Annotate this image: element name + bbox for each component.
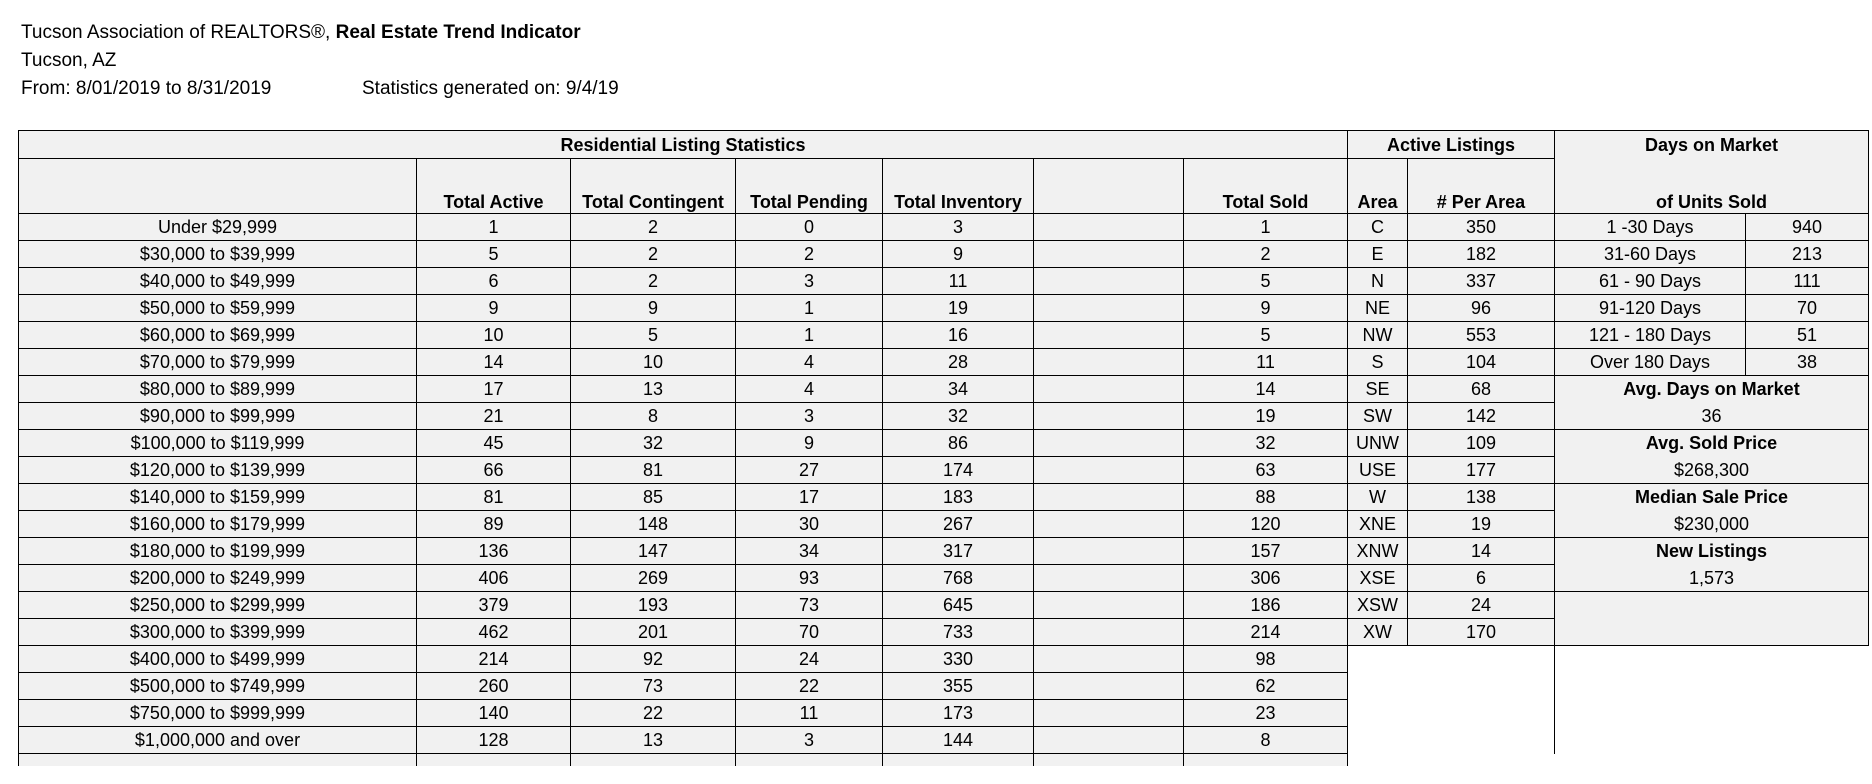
total-contingent-cell: 201 <box>571 619 736 646</box>
range-column-header <box>19 159 417 214</box>
per-area-count-cell: 96 <box>1408 295 1555 322</box>
section-title-row <box>19 131 1869 159</box>
avg-sold-price-label: Avg. Sold Price <box>1555 430 1869 457</box>
price-range-cell: $300,000 to $399,999 <box>19 619 417 646</box>
empty-cell <box>1746 646 1869 673</box>
total-contingent-header: Total Contingent <box>571 159 736 214</box>
residential-listing-title: Residential Listing Statistics <box>19 131 1348 159</box>
total-inventory-cell: 768 <box>883 565 1034 592</box>
new-listings-label: New Listings <box>1555 538 1869 565</box>
total-sold-cell: 8 <box>1184 727 1348 754</box>
area-code-cell: E <box>1348 241 1408 268</box>
days-range-count-cell: 51 <box>1746 322 1869 349</box>
total-active-cell: 462 <box>417 619 571 646</box>
area-code-cell: SW <box>1348 403 1408 430</box>
table-row <box>19 484 1869 511</box>
empty-cell <box>1348 673 1408 700</box>
active-listings-title: Active Listings <box>1348 131 1555 159</box>
price-range-cell: Under $29,999 <box>19 214 417 241</box>
days-range-count-cell: 70 <box>1746 295 1869 322</box>
table-row <box>19 241 1869 268</box>
total-pending-cell: 27 <box>736 457 883 484</box>
total-sold-cell: 2 <box>1184 241 1348 268</box>
total-active-cell: 1 <box>417 214 571 241</box>
table-row <box>19 214 1869 241</box>
total-inventory-cell: 19 <box>883 295 1034 322</box>
total-sold-cell: 306 <box>1184 565 1348 592</box>
total-pending-cell: 73 <box>736 592 883 619</box>
truncated-cell <box>1184 754 1348 767</box>
total-inventory-cell: 34 <box>883 376 1034 403</box>
price-range-cell: $200,000 to $249,999 <box>19 565 417 592</box>
table-row <box>19 430 1869 457</box>
total-sold-cell: 63 <box>1184 457 1348 484</box>
price-range-cell: $140,000 to $159,999 <box>19 484 417 511</box>
total-inventory-cell: 267 <box>883 511 1034 538</box>
blank-cell <box>1034 700 1184 727</box>
total-contingent-cell: 8 <box>571 403 736 430</box>
table-row <box>19 376 1869 403</box>
total-pending-cell: 3 <box>736 268 883 295</box>
area-code-cell: W <box>1348 484 1408 511</box>
empty-cell <box>1555 727 1746 754</box>
table-row <box>19 295 1869 322</box>
total-active-cell: 9 <box>417 295 571 322</box>
per-area-count-cell: 109 <box>1408 430 1555 457</box>
price-range-cell: $50,000 to $59,999 <box>19 295 417 322</box>
per-area-count-cell: 337 <box>1408 268 1555 295</box>
total-active-cell: 66 <box>417 457 571 484</box>
new-listings-value: 1,573 <box>1555 565 1869 592</box>
price-range-cell: $40,000 to $49,999 <box>19 268 417 295</box>
area-code-cell: NW <box>1348 322 1408 349</box>
price-range-cell: $100,000 to $119,999 <box>19 430 417 457</box>
empty-cell <box>1746 700 1869 727</box>
median-sale-price-value: $230,000 <box>1555 511 1869 538</box>
median-sale-price-label: Median Sale Price <box>1555 484 1869 511</box>
price-range-cell: $60,000 to $69,999 <box>19 322 417 349</box>
total-contingent-cell: 2 <box>571 214 736 241</box>
empty-cell <box>1746 727 1869 754</box>
report-title: Real Estate Trend Indicator <box>335 22 581 43</box>
total-active-cell: 406 <box>417 565 571 592</box>
truncated-cell <box>571 754 736 767</box>
total-contingent-cell: 2 <box>571 268 736 295</box>
blank-cell <box>1034 565 1184 592</box>
days-range-label-cell: 61 - 90 Days <box>1555 268 1746 295</box>
total-sold-cell: 14 <box>1184 376 1348 403</box>
blank-cell <box>1034 376 1184 403</box>
days-on-market-title: Days on Market <box>1555 131 1869 159</box>
total-contingent-cell: 147 <box>571 538 736 565</box>
table-row <box>19 457 1869 484</box>
per-area-count-cell: 68 <box>1408 376 1555 403</box>
total-sold-cell: 9 <box>1184 295 1348 322</box>
total-inventory-cell: 733 <box>883 619 1034 646</box>
total-contingent-cell: 5 <box>571 322 736 349</box>
total-contingent-cell: 9 <box>571 295 736 322</box>
total-inventory-cell: 32 <box>883 403 1034 430</box>
total-pending-cell: 70 <box>736 619 883 646</box>
total-active-cell: 214 <box>417 646 571 673</box>
total-pending-cell: 17 <box>736 484 883 511</box>
price-range-cell: $750,000 to $999,999 <box>19 700 417 727</box>
table-row <box>19 673 1869 700</box>
avg-days-on-market-label: Avg. Days on Market <box>1555 376 1869 403</box>
report-date-range: From: 8/01/2019 to 8/31/2019 <box>21 78 272 99</box>
total-sold-cell: 214 <box>1184 619 1348 646</box>
per-area-count-cell: 138 <box>1408 484 1555 511</box>
blank-cell <box>1034 268 1184 295</box>
blank-cell <box>1034 322 1184 349</box>
table-row <box>19 349 1869 376</box>
truncated-cell <box>19 754 417 767</box>
per-area-count-cell: 177 <box>1408 457 1555 484</box>
report-header-line <box>21 22 581 44</box>
blank-cell <box>1034 592 1184 619</box>
total-sold-cell: 186 <box>1184 592 1348 619</box>
total-inventory-cell: 173 <box>883 700 1034 727</box>
table-row <box>19 538 1869 565</box>
total-active-cell: 81 <box>417 484 571 511</box>
per-area-count-cell: 553 <box>1408 322 1555 349</box>
area-code-cell: NE <box>1348 295 1408 322</box>
per-area-count-cell: 24 <box>1408 592 1555 619</box>
total-active-cell: 128 <box>417 727 571 754</box>
table-row <box>19 592 1869 619</box>
per-area-count-cell: 6 <box>1408 565 1555 592</box>
total-sold-header: Total Sold <box>1184 159 1348 214</box>
total-sold-cell: 32 <box>1184 430 1348 457</box>
total-active-cell: 45 <box>417 430 571 457</box>
total-active-cell: 136 <box>417 538 571 565</box>
truncated-row <box>19 754 1869 767</box>
avg-days-on-market-value: 36 <box>1555 403 1869 430</box>
total-contingent-cell: 81 <box>571 457 736 484</box>
total-contingent-cell: 92 <box>571 646 736 673</box>
total-inventory-cell: 86 <box>883 430 1034 457</box>
price-range-cell: $1,000,000 and over <box>19 727 417 754</box>
total-inventory-cell: 183 <box>883 484 1034 511</box>
total-active-cell: 140 <box>417 700 571 727</box>
blank-cell <box>1034 214 1184 241</box>
truncated-cell <box>417 754 571 767</box>
truncated-cell <box>883 754 1034 767</box>
total-pending-header: Total Pending <box>736 159 883 214</box>
area-code-cell: USE <box>1348 457 1408 484</box>
blank-cell <box>1034 619 1184 646</box>
total-active-cell: 5 <box>417 241 571 268</box>
empty-cell <box>1348 646 1408 673</box>
total-pending-cell: 24 <box>736 646 883 673</box>
area-code-cell: XSW <box>1348 592 1408 619</box>
total-pending-cell: 3 <box>736 403 883 430</box>
empty-cell <box>1555 673 1746 700</box>
total-pending-cell: 1 <box>736 322 883 349</box>
total-inventory-cell: 355 <box>883 673 1034 700</box>
price-range-cell: $80,000 to $89,999 <box>19 376 417 403</box>
area-code-cell: C <box>1348 214 1408 241</box>
table-row <box>19 268 1869 295</box>
table-row <box>19 646 1869 673</box>
empty-cell <box>1408 673 1555 700</box>
days-range-count-cell: 111 <box>1746 268 1869 295</box>
total-sold-cell: 98 <box>1184 646 1348 673</box>
total-sold-cell: 11 <box>1184 349 1348 376</box>
days-range-count-cell: 940 <box>1746 214 1869 241</box>
blank-cell <box>1034 241 1184 268</box>
empty-cell <box>1348 727 1408 754</box>
per-area-column-header: # Per Area <box>1408 159 1555 214</box>
empty-cell <box>1555 700 1746 727</box>
blank-cell <box>1034 646 1184 673</box>
total-active-cell: 21 <box>417 403 571 430</box>
total-inventory-cell: 11 <box>883 268 1034 295</box>
area-code-cell: XNW <box>1348 538 1408 565</box>
total-pending-cell: 34 <box>736 538 883 565</box>
total-inventory-cell: 330 <box>883 646 1034 673</box>
days-range-count-cell: 213 <box>1746 241 1869 268</box>
price-range-cell: $30,000 to $39,999 <box>19 241 417 268</box>
total-contingent-cell: 148 <box>571 511 736 538</box>
total-pending-cell: 22 <box>736 673 883 700</box>
total-active-cell: 260 <box>417 673 571 700</box>
total-inventory-cell: 9 <box>883 241 1034 268</box>
total-sold-cell: 157 <box>1184 538 1348 565</box>
total-active-cell: 14 <box>417 349 571 376</box>
avg-sold-price-value: $268,300 <box>1555 457 1869 484</box>
price-range-cell: $120,000 to $139,999 <box>19 457 417 484</box>
total-contingent-cell: 13 <box>571 727 736 754</box>
blank-cell <box>1034 349 1184 376</box>
total-pending-cell: 93 <box>736 565 883 592</box>
truncated-cell <box>1034 754 1184 767</box>
total-pending-cell: 4 <box>736 376 883 403</box>
days-range-label-cell: 91-120 Days <box>1555 295 1746 322</box>
total-sold-cell: 120 <box>1184 511 1348 538</box>
blank-summary-block <box>1555 592 1869 646</box>
total-inventory-cell: 317 <box>883 538 1034 565</box>
days-range-label-cell: 31-60 Days <box>1555 241 1746 268</box>
blank-cell <box>1034 538 1184 565</box>
price-range-cell: $160,000 to $179,999 <box>19 511 417 538</box>
area-code-cell: UNW <box>1348 430 1408 457</box>
area-code-cell: XSE <box>1348 565 1408 592</box>
statistics-grid <box>18 130 1869 766</box>
price-range-cell: $180,000 to $199,999 <box>19 538 417 565</box>
report-generated-date: Statistics generated on: 9/4/19 <box>362 78 619 99</box>
blank-cell <box>1034 673 1184 700</box>
price-range-cell: $250,000 to $299,999 <box>19 592 417 619</box>
price-range-cell: $70,000 to $79,999 <box>19 349 417 376</box>
total-sold-cell: 62 <box>1184 673 1348 700</box>
truncated-cell <box>736 754 883 767</box>
table-row <box>19 322 1869 349</box>
per-area-count-cell: 19 <box>1408 511 1555 538</box>
total-inventory-header: Total Inventory <box>883 159 1034 214</box>
table-row <box>19 403 1869 430</box>
total-pending-cell: 30 <box>736 511 883 538</box>
total-sold-cell: 88 <box>1184 484 1348 511</box>
total-inventory-cell: 645 <box>883 592 1034 619</box>
per-area-count-cell: 104 <box>1408 349 1555 376</box>
table-row <box>19 727 1869 754</box>
organization-name: Tucson Association of REALTORS®, <box>21 22 331 43</box>
blank-cell <box>1034 727 1184 754</box>
per-area-count-cell: 350 <box>1408 214 1555 241</box>
blank-cell <box>1034 295 1184 322</box>
total-inventory-cell: 28 <box>883 349 1034 376</box>
total-active-cell: 89 <box>417 511 571 538</box>
total-inventory-cell: 174 <box>883 457 1034 484</box>
total-contingent-cell: 22 <box>571 700 736 727</box>
total-pending-cell: 11 <box>736 700 883 727</box>
statistics-table <box>18 130 1869 766</box>
per-area-count-cell: 14 <box>1408 538 1555 565</box>
total-contingent-cell: 32 <box>571 430 736 457</box>
total-sold-cell: 5 <box>1184 268 1348 295</box>
empty-cell <box>1408 646 1555 673</box>
price-range-cell: $90,000 to $99,999 <box>19 403 417 430</box>
days-range-label-cell: 121 - 180 Days <box>1555 322 1746 349</box>
total-contingent-cell: 2 <box>571 241 736 268</box>
blank-cell <box>1034 457 1184 484</box>
area-code-cell: XNE <box>1348 511 1408 538</box>
total-contingent-cell: 73 <box>571 673 736 700</box>
price-range-cell: $400,000 to $499,999 <box>19 646 417 673</box>
total-active-cell: 10 <box>417 322 571 349</box>
total-sold-cell: 23 <box>1184 700 1348 727</box>
blank-cell <box>1034 484 1184 511</box>
total-sold-cell: 1 <box>1184 214 1348 241</box>
area-column-header: Area <box>1348 159 1408 214</box>
total-pending-cell: 9 <box>736 430 883 457</box>
empty-cell <box>1408 700 1555 727</box>
days-range-count-cell: 38 <box>1746 349 1869 376</box>
days-on-market-subtitle: of Units Sold <box>1555 159 1869 214</box>
table-row <box>19 565 1869 592</box>
area-code-cell: XW <box>1348 619 1408 646</box>
total-contingent-cell: 269 <box>571 565 736 592</box>
blank-column-header <box>1034 159 1184 214</box>
blank-cell <box>1034 430 1184 457</box>
empty-cell <box>1408 727 1555 754</box>
area-code-cell: N <box>1348 268 1408 295</box>
empty-cell <box>1746 673 1869 700</box>
area-code-cell: SE <box>1348 376 1408 403</box>
table-row <box>19 511 1869 538</box>
total-pending-cell: 0 <box>736 214 883 241</box>
total-pending-cell: 1 <box>736 295 883 322</box>
per-area-count-cell: 182 <box>1408 241 1555 268</box>
report-location: Tucson, AZ <box>21 50 117 71</box>
total-active-header: Total Active <box>417 159 571 214</box>
per-area-count-cell: 142 <box>1408 403 1555 430</box>
days-range-label-cell: 1 -30 Days <box>1555 214 1746 241</box>
total-active-cell: 6 <box>417 268 571 295</box>
days-range-label-cell: Over 180 Days <box>1555 349 1746 376</box>
total-contingent-cell: 10 <box>571 349 736 376</box>
table-row <box>19 700 1869 727</box>
total-sold-cell: 5 <box>1184 322 1348 349</box>
total-sold-cell: 19 <box>1184 403 1348 430</box>
total-pending-cell: 4 <box>736 349 883 376</box>
total-pending-cell: 2 <box>736 241 883 268</box>
column-header-row <box>19 159 1869 214</box>
total-active-cell: 379 <box>417 592 571 619</box>
total-contingent-cell: 13 <box>571 376 736 403</box>
price-range-cell: $500,000 to $749,999 <box>19 673 417 700</box>
empty-cell <box>1348 700 1408 727</box>
area-code-cell: S <box>1348 349 1408 376</box>
empty-cell <box>1555 646 1746 673</box>
total-pending-cell: 3 <box>736 727 883 754</box>
blank-cell <box>1034 403 1184 430</box>
total-contingent-cell: 85 <box>571 484 736 511</box>
total-active-cell: 17 <box>417 376 571 403</box>
total-inventory-cell: 3 <box>883 214 1034 241</box>
per-area-count-cell: 170 <box>1408 619 1555 646</box>
blank-cell <box>1034 511 1184 538</box>
total-inventory-cell: 144 <box>883 727 1034 754</box>
total-contingent-cell: 193 <box>571 592 736 619</box>
total-inventory-cell: 16 <box>883 322 1034 349</box>
